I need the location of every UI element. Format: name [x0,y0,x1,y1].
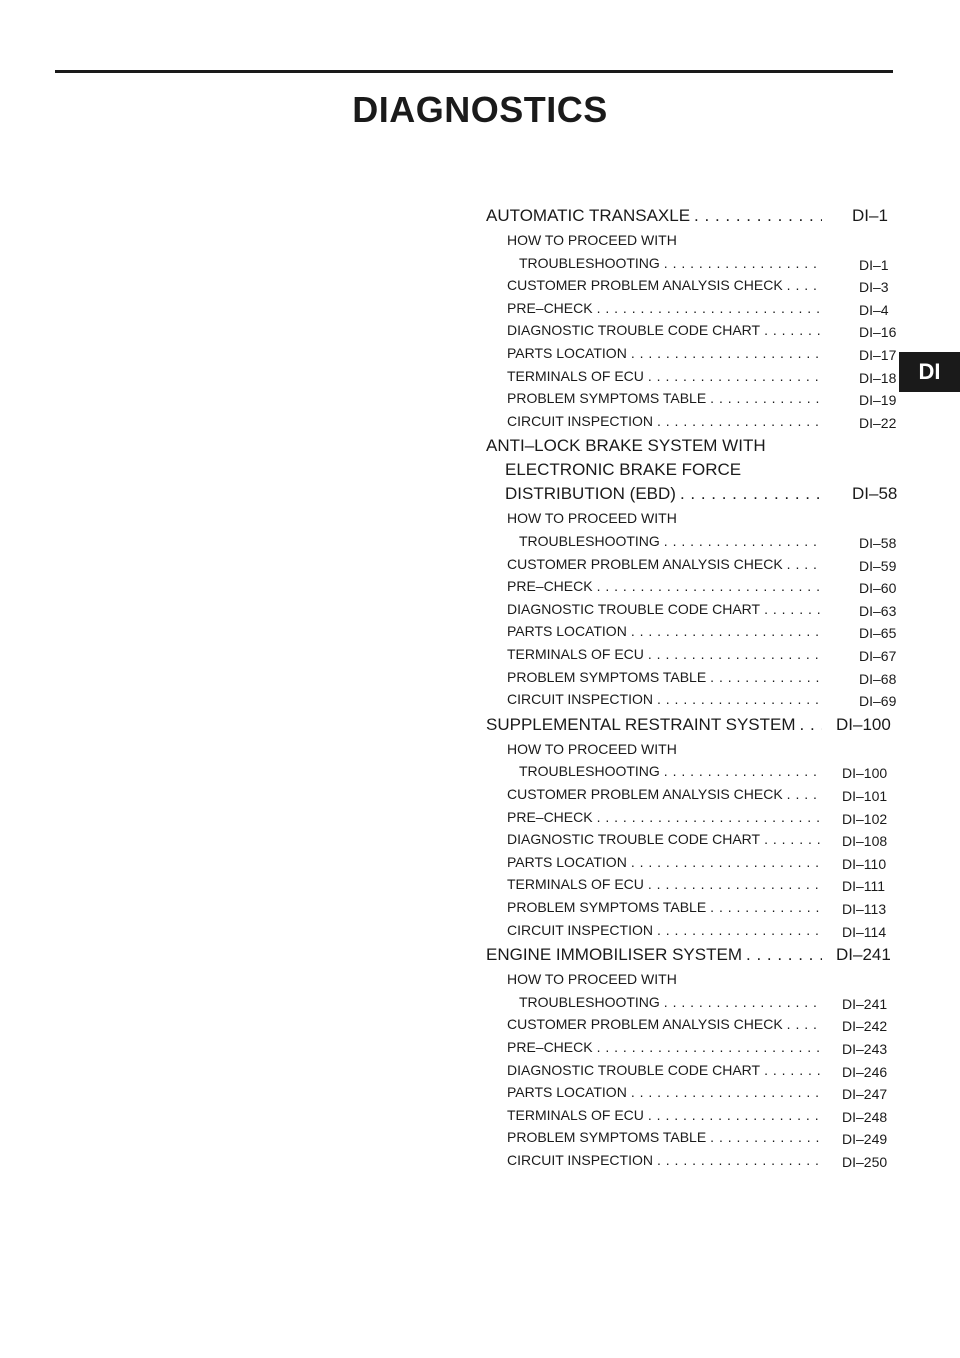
leader-dots [597,300,822,316]
entry-page-number: DI–63 [859,602,897,619]
leader-dots [597,1039,822,1055]
entry-title-text: TROUBLESHOOTING [519,254,660,271]
entry-title-text: CIRCUIT INSPECTION [507,921,653,938]
leader-dots [657,922,822,938]
entry-page-number: DI–249 [842,1131,888,1148]
leader-dots [764,1062,822,1078]
leader-dots [597,578,822,594]
entry-page-number: DI–3 [859,279,889,296]
entry-title-text: PARTS LOCATION [507,345,627,361]
entry-title-text: PRE–CHECK [507,578,593,595]
toc-entry [507,854,828,870]
entry-title-text: TERMINALS OF ECU [507,367,644,384]
entry-title-text: DIAGNOSTIC TROUBLE CODE CHART [507,322,761,339]
entry-page-number: DI–250 [842,1154,888,1170]
leader-dots [787,556,822,572]
toc-entry [507,1152,828,1168]
entry-page-number: DI–241 [842,995,888,1012]
toc-entry [519,255,828,271]
entry-title-text: TERMINALS OF ECU [507,646,644,662]
entry-page-number: DI–18 [859,369,897,386]
leader-dots [648,1107,822,1123]
entry-page-number: DI–110 [842,855,887,872]
entry-page-number: DI–68 [859,670,897,687]
toc-entry [507,345,828,361]
leader-dots [764,831,822,847]
section-heading [486,206,828,226]
entry-page-number: DI–67 [859,648,897,664]
section-title-line: ELECTRONIC BRAKE FORCE [505,460,742,480]
toc-entry [507,1016,828,1032]
toc-entry [507,1039,828,1055]
entry-page-number: DI–113 [842,901,887,917]
entry-page-number: DI–248 [842,1108,888,1125]
leader-dots [664,763,822,779]
entry-title-line: HOW TO PROCEED WITH [507,510,677,527]
entry-page-number: DI–69 [859,693,897,710]
entry-title-text: CIRCUIT INSPECTION [507,1152,653,1168]
entry-page-number: DI–247 [842,1086,888,1103]
toc-entry [507,601,828,617]
leader-dots [657,691,822,707]
leader-dots [631,854,822,870]
entry-title-text: PRE–CHECK [507,808,593,825]
entry-title-line: HOW TO PROCEED WITH [507,971,677,988]
leader-dots [648,876,822,892]
section-title-line: ANTI–LOCK BRAKE SYSTEM WITH [486,436,766,456]
toc-entry [507,922,828,938]
section-page-number: DI–241 [836,945,891,965]
entry-title-text: PARTS LOCATION [507,853,627,870]
entry-title-text: PROBLEM SYMPTOMS TABLE [507,390,707,407]
toc-entry [519,994,828,1010]
toc-entry [507,578,828,594]
toc-entry [507,390,828,406]
entry-page-number: DI–242 [842,1018,888,1035]
toc-entry [507,899,828,915]
entry-title-text: TERMINALS OF ECU [507,876,644,893]
entry-title-text: PROBLEM SYMPTOMS TABLE [507,1129,707,1146]
section-page-number: DI–58 [852,484,898,504]
leader-dots [664,994,822,1010]
leader-dots [710,1129,822,1145]
entry-title-text: PARTS LOCATION [507,623,627,640]
leader-dots [800,715,822,735]
toc-entry [507,277,828,293]
toc-entry [507,809,828,825]
leader-dots [631,623,822,639]
leader-dots [764,322,822,338]
entry-page-number: DI–16 [859,324,897,341]
page-title: DIAGNOSTICS [352,89,608,130]
leader-dots [664,255,822,271]
entry-title-text: PRE–CHECK [507,299,593,316]
entry-title-text: TERMINALS OF ECU [507,1106,644,1123]
entry-page-number: DI–100 [842,765,888,782]
entry-title-text: CUSTOMER PROBLEM ANALYSIS CHECK [507,1016,783,1033]
toc-entry [507,300,828,316]
entry-title-text: CUSTOMER PROBLEM ANALYSIS CHECK [507,555,783,572]
toc-entry [507,556,828,572]
toc-entry [507,831,828,847]
entry-page-number: DI–4 [859,301,889,318]
entry-title-text: CIRCUIT INSPECTION [507,412,653,429]
toc-entry [519,763,828,779]
leader-dots [680,484,822,504]
toc-entry [507,322,828,338]
entry-title-text: PROBLEM SYMPTOMS TABLE [507,668,707,685]
entry-title-text: TROUBLESHOOTING [519,533,660,549]
entry-title-line: HOW TO PROCEED WITH [507,740,677,757]
entry-page-number: DI–101 [842,788,888,804]
leader-dots [657,1152,822,1168]
entry-page-number: DI–60 [859,580,897,597]
toc-entry [507,413,828,429]
section-heading [486,945,828,965]
entry-page-number: DI–17 [859,347,897,363]
entry-title-text: CUSTOMER PROBLEM ANALYSIS CHECK [507,277,783,294]
entry-page-number: DI–111 [842,878,886,895]
toc-entry [507,1062,828,1078]
toc-entry [507,1084,828,1100]
entry-page-number: DI–108 [842,833,888,850]
section-heading [505,484,828,504]
entry-page-number: DI–114 [842,923,887,940]
section-page-number: DI–100 [836,714,891,734]
toc-entry [507,876,828,892]
leader-dots [597,809,822,825]
leader-dots [787,786,822,802]
section-page-number: DI–1 [852,206,888,225]
toc-entry [507,1129,828,1145]
entry-page-number: DI–246 [842,1063,888,1080]
leader-dots [787,277,822,293]
leader-dots [631,345,822,361]
toc-entry [507,669,828,685]
leader-dots [694,206,822,226]
leader-dots [664,533,822,549]
entry-page-number: DI–65 [859,625,897,642]
section-title-text: DISTRIBUTION (EBD) [505,484,676,504]
entry-title-text: DIAGNOSTIC TROUBLE CODE CHART [507,831,761,848]
entry-page-number: DI–1 [859,256,889,273]
section-title-text: SUPPLEMENTAL RESTRAINT SYSTEM [486,714,796,734]
toc-entry [507,646,828,662]
entry-page-number: DI–102 [842,810,888,827]
entry-page-number: DI–59 [859,557,897,574]
toc-entry [507,786,828,802]
leader-dots [787,1016,822,1032]
section-title-text: ENGINE IMMOBILISER SYSTEM [486,945,742,965]
leader-dots [746,945,822,965]
entry-title-text: PROBLEM SYMPTOMS TABLE [507,899,707,915]
leader-dots [710,899,822,915]
entry-title-text: CUSTOMER PROBLEM ANALYSIS CHECK [507,786,783,802]
entry-title-text: PRE–CHECK [507,1039,593,1055]
leader-dots [648,368,822,384]
leader-dots [657,413,822,429]
entry-title-text: TROUBLESHOOTING [519,763,660,780]
leader-dots [710,669,822,685]
section-title-text: AUTOMATIC TRANSAXLE [486,206,691,225]
leader-dots [648,646,822,662]
section-tab: DI [899,352,960,392]
toc-entry [519,533,828,549]
entry-page-number: DI–243 [842,1041,888,1057]
leader-dots [710,390,822,406]
section-heading [486,715,828,735]
leader-dots [631,1084,822,1100]
entry-title-text: PARTS LOCATION [507,1084,627,1101]
toc-entry [507,1107,828,1123]
entry-title-line: HOW TO PROCEED WITH [507,232,677,248]
toc-entry [507,691,828,707]
entry-title-text: CIRCUIT INSPECTION [507,691,653,708]
leader-dots [764,601,822,617]
entry-page-number: DI–19 [859,392,897,409]
entry-page-number: DI–58 [859,535,897,551]
toc-entry [507,623,828,639]
entry-title-text: TROUBLESHOOTING [519,993,660,1010]
entry-title-text: DIAGNOSTIC TROUBLE CODE CHART [507,1061,761,1078]
entry-page-number: DI–22 [859,414,897,431]
toc-entry [507,368,828,384]
entry-title-text: DIAGNOSTIC TROUBLE CODE CHART [507,600,761,617]
